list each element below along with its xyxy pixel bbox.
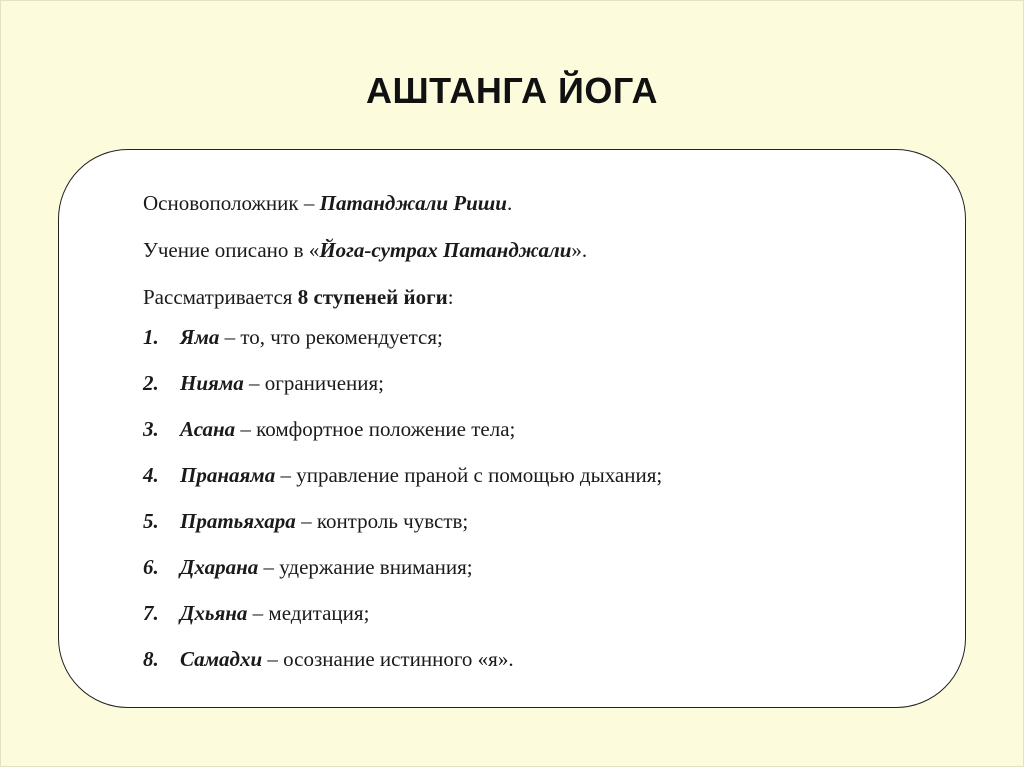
steps-prefix: Рассматривается — [143, 285, 298, 309]
list-item-number: 2. — [143, 371, 159, 395]
founder-line — [143, 190, 512, 216]
founder-suffix: . — [506, 191, 513, 215]
steps-count: 8 ступеней йоги — [297, 285, 448, 309]
list-item — [143, 600, 369, 626]
list-item-description: – осознание истинного «я». — [262, 647, 514, 671]
list-item-number: 4. — [143, 463, 159, 487]
list-item-number: 3. — [143, 417, 159, 441]
source-prefix: Учение описано в « — [143, 238, 320, 262]
list-item-number: 1. — [143, 325, 159, 349]
list-item — [143, 370, 384, 396]
source-line — [143, 237, 587, 263]
list-item-description: – медитация; — [247, 601, 370, 625]
steps-suffix: : — [447, 285, 454, 309]
list-item-name: Яма — [180, 325, 220, 349]
list-item-description: – управление праной с помощью дыхания; — [275, 463, 663, 487]
list-item-description: – ограничения; — [243, 371, 384, 395]
list-item-name: Дхарана — [180, 555, 259, 579]
list-item — [143, 462, 662, 488]
list-item-name: Нияма — [180, 371, 244, 395]
list-item-number: 8. — [143, 647, 159, 671]
list-item-number: 5. — [143, 509, 159, 533]
list-item-number: 7. — [143, 601, 159, 625]
list-item-description: – контроль чувств; — [295, 509, 469, 533]
list-item-name: Асана — [180, 417, 236, 441]
list-item-number: 6. — [143, 555, 159, 579]
list-item-description: – комфортное положение тела; — [235, 417, 516, 441]
list-item-description: – удержание внимания; — [258, 555, 473, 579]
list-item — [143, 508, 468, 534]
list-item-name: Самадхи — [180, 647, 263, 671]
list-item — [143, 416, 515, 442]
list-item — [143, 646, 514, 672]
list-item-name: Пранаяма — [180, 463, 276, 487]
list-item-description: – то, что рекомендуется; — [219, 325, 443, 349]
list-item-name: Пратьяхара — [180, 509, 296, 533]
list-item — [143, 554, 473, 580]
founder-prefix: Основоположник – — [143, 191, 320, 215]
list-item-name: Дхьяна — [180, 601, 248, 625]
founder-name: Патанджали Риши — [319, 191, 507, 215]
source-suffix: ». — [571, 238, 588, 262]
source-name: Йога-сутрах Патанджали — [319, 238, 572, 262]
list-item — [143, 324, 443, 350]
slide-title: АШТАНГА ЙОГА — [365, 70, 659, 111]
steps-intro-line — [143, 284, 454, 310]
